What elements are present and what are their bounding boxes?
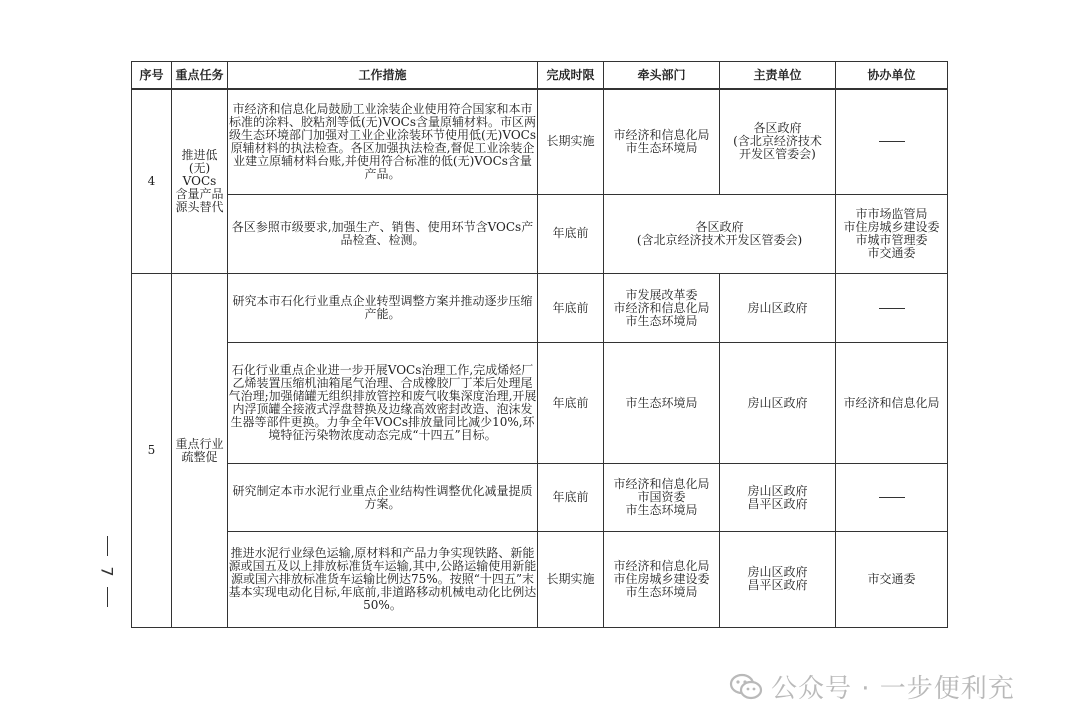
row-measure: 市经济和信息化局鼓励工业涂装企业使用符合国家和本市标准的涂料、胶粘剂等低(无)VOCs含量原辅材料。市区两级生态环境部门加强对工业企业涂装环节使用低(无)VOCs原辅材料的执法检查。各区加强执法检查,督促工业涂装企业建立原辅材料台账,并使用符合标准的低(无)VOCs含量产品。 (228, 89, 538, 194)
empty-dash (879, 141, 905, 142)
table-row (132, 531, 948, 627)
row-responsible-unit: 房山区政府 昌平区政府 (720, 531, 836, 627)
row-responsible-unit: 各区政府 (含北京经济技术 开发区管委会) (720, 89, 836, 194)
row-assist-unit (836, 274, 948, 343)
row-assist-unit: 市经济和信息化局 (836, 343, 948, 464)
row-deadline: 年底前 (538, 274, 604, 343)
row-deadline: 长期实施 (538, 89, 604, 194)
row-measure: 研究本市石化行业重点企业转型调整方案并推动逐步压缩产能。 (228, 274, 538, 343)
table-row (132, 89, 948, 194)
header-deadline: 完成时限 (538, 62, 604, 90)
row-lead-dept: 市经济和信息化局 市住房城乡建设委 市生态环境局 (604, 531, 720, 627)
row-assist-unit (836, 464, 948, 532)
row-index: 5 (132, 274, 172, 628)
table-row (132, 274, 948, 343)
header-lead-dept: 牵头部门 (604, 62, 720, 90)
row-assist-unit: 市交通委 (836, 531, 948, 627)
table-row (132, 343, 948, 464)
row-deadline: 年底前 (538, 343, 604, 464)
header-index: 序号 (132, 62, 172, 90)
row-assist-unit: 市市场监管局 市住房城乡建设委 市城市管理委 市交通委 (836, 194, 948, 274)
page-number-value: 7 (97, 566, 117, 577)
row-lead-dept: 市生态环境局 (604, 343, 720, 464)
page-number-rule-bottom (107, 587, 108, 607)
header-responsible-unit: 主责单位 (720, 62, 836, 90)
row-deadline: 长期实施 (538, 531, 604, 627)
measures-table (131, 61, 948, 628)
row-lead-dept: 市发展改革委 市经济和信息化局 市生态环境局 (604, 274, 720, 343)
row-lead-and-responsible: 各区政府 (含北京经济技术开发区管委会) (604, 194, 836, 274)
header-measures: 工作措施 (228, 62, 538, 90)
table-row (132, 194, 948, 274)
row-measure: 各区参照市级要求,加强生产、销售、使用环节含VOCs产品检查、检测。 (228, 194, 538, 274)
row-responsible-unit: 房山区政府 昌平区政府 (720, 464, 836, 532)
header-assist-unit: 协办单位 (836, 62, 948, 90)
row-task: 重点行业 疏整促 (172, 274, 228, 628)
empty-dash (879, 497, 905, 498)
page-number-rule-top (107, 536, 108, 556)
empty-dash (879, 308, 905, 309)
row-deadline: 年底前 (538, 464, 604, 532)
row-deadline: 年底前 (538, 194, 604, 274)
row-lead-dept: 市经济和信息化局 市生态环境局 (604, 89, 720, 194)
table-header-row (132, 62, 948, 90)
row-measure: 推进水泥行业绿色运输,原材料和产品力争实现铁路、新能源或国五及以上排放标准货车运输,其中,公路运输使用新能源或国六排放标准货车运输比例达75%。按照“十四五”末基本实现电动化目标,年底前,非道路移动机械电动化比例达50%。 (228, 531, 538, 627)
watermark (729, 668, 1015, 705)
row-lead-dept: 市经济和信息化局 市国资委 市生态环境局 (604, 464, 720, 532)
row-responsible-unit: 房山区政府 (720, 343, 836, 464)
row-index: 4 (132, 89, 172, 274)
row-assist-unit (836, 89, 948, 194)
table-row (132, 464, 948, 532)
row-task: 推进低 (无) VOCs 含量产品 源头替代 (172, 89, 228, 274)
header-key-task: 重点任务 (172, 62, 228, 90)
row-responsible-unit: 房山区政府 (720, 274, 836, 343)
row-measure: 研究制定本市水泥行业重点企业结构性调整优化减量提质方案。 (228, 464, 538, 532)
page-number (97, 536, 117, 607)
wechat-icon (729, 672, 763, 702)
watermark-text: 公众号 · 一步便利充 (771, 674, 1015, 704)
row-measure: 石化行业重点企业进一步开展VOCs治理工作,完成烯烃厂乙烯装置压缩机油箱尾气治理、合成橡胶厂丁苯后处理尾气治理;加强储罐无组织排放管控和废气收集深度治理,开展内浮顶罐全接液式浮盘替换及边缘高效密封改造、泡沫发生器等部件更换。力争全年VOCs排放量同比减少10%,环境特征污染物浓度动态完成“十四五”目标。 (228, 343, 538, 464)
